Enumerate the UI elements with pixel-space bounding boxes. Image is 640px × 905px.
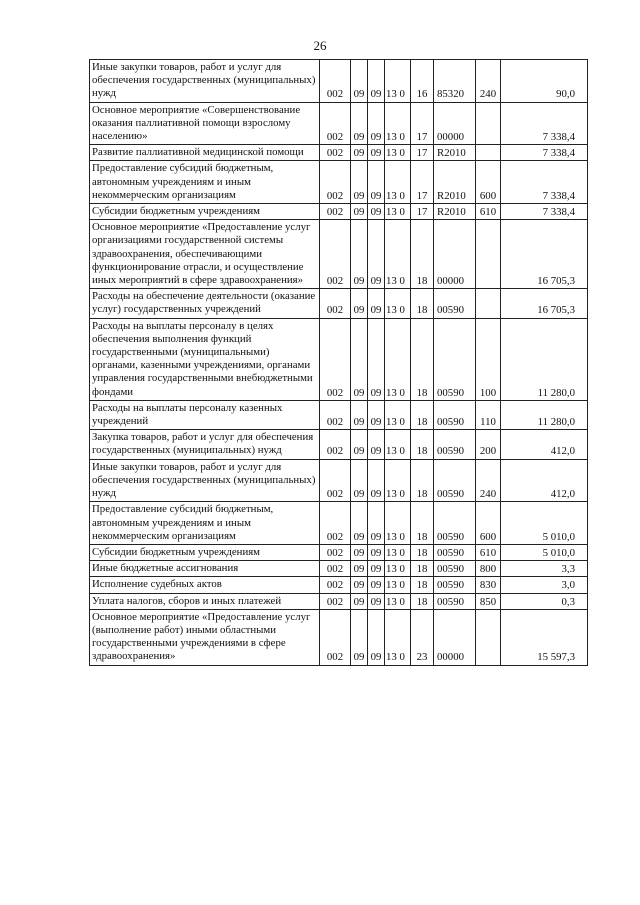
direction-code-cell: 00590 [434,430,476,459]
section-code-cell: 09 [351,204,368,220]
section-code-cell: 09 [351,459,368,502]
event-code-cell: 18 [411,577,434,593]
section-code-cell: 09 [351,502,368,545]
amount-cell: 5 010,0 [501,502,588,545]
amount-cell: 11 280,0 [501,400,588,429]
expense-type-cell: 240 [476,60,501,103]
section-code-cell: 09 [351,220,368,289]
event-code-cell: 18 [411,459,434,502]
event-code-cell: 18 [411,289,434,318]
expense-type-cell: 850 [476,593,501,609]
subsection-code-cell: 09 [368,544,385,560]
program-code-cell: 13 0 [385,430,411,459]
expense-type-cell: 200 [476,430,501,459]
subsection-code-cell: 09 [368,593,385,609]
amount-cell: 7 338,4 [501,102,588,145]
expense-type-cell: 600 [476,161,501,204]
section-code-cell: 09 [351,145,368,161]
subsection-code-cell: 09 [368,561,385,577]
program-code-cell: 13 0 [385,561,411,577]
section-code-cell: 09 [351,289,368,318]
direction-code-cell: R2010 [434,145,476,161]
expense-name-cell: Расходы на обеспечение деятельности (оказание услуг) государственных учреждений [90,289,320,318]
program-code-cell: 13 0 [385,145,411,161]
ministry-code-cell: 002 [320,102,351,145]
direction-code-cell: 00590 [434,561,476,577]
expense-type-cell [476,145,501,161]
section-code-cell: 09 [351,430,368,459]
amount-cell: 412,0 [501,430,588,459]
subsection-code-cell: 09 [368,609,385,665]
amount-cell: 16 705,3 [501,289,588,318]
ministry-code-cell: 002 [320,60,351,103]
ministry-code-cell: 002 [320,318,351,400]
program-code-cell: 13 0 [385,289,411,318]
ministry-code-cell: 002 [320,161,351,204]
expense-name-cell: Иные закупки товаров, работ и услуг для обеспечения государственных (муниципальных) нужд [90,459,320,502]
ministry-code-cell: 002 [320,430,351,459]
subsection-code-cell: 09 [368,145,385,161]
expense-name-cell: Развитие паллиативной медицинской помощи [90,145,320,161]
page-number: 26 [313,38,327,53]
direction-code-cell: 00590 [434,459,476,502]
table-row [90,161,588,204]
expense-type-cell: 800 [476,561,501,577]
subsection-code-cell: 09 [368,577,385,593]
expense-name-cell: Основное мероприятие «Предоставление услуг организациями государственной системы здравоохранения, обеспечивающими функционирование отрасли, и осуществление иных мероприятий в сфере здравоохранения» [90,220,320,289]
expense-name-cell: Закупка товаров, работ и услуг для обеспечения государственных (муниципальных) нужд [90,430,320,459]
event-code-cell: 18 [411,502,434,545]
section-code-cell: 09 [351,609,368,665]
expense-type-cell: 830 [476,577,501,593]
expense-name-cell: Основное мероприятие «Предоставление услуг (выполнение работ) иными областными государственными учреждениями в сфере здравоохранения» [90,609,320,665]
budget-table [89,59,588,666]
program-code-cell: 13 0 [385,577,411,593]
direction-code-cell: 00590 [434,577,476,593]
table-row [90,430,588,459]
table-row [90,593,588,609]
table-row [90,400,588,429]
subsection-code-cell: 09 [368,400,385,429]
amount-cell: 412,0 [501,459,588,502]
section-code-cell: 09 [351,102,368,145]
ministry-code-cell: 002 [320,577,351,593]
expense-name-cell: Расходы на выплаты персоналу в целях обеспечения выполнения функций государственными (муниципальными) органами, казенными учреждениями, органами управления государственными внебюджетными фондами [90,318,320,400]
program-code-cell: 13 0 [385,609,411,665]
subsection-code-cell: 09 [368,161,385,204]
subsection-code-cell: 09 [368,502,385,545]
section-code-cell: 09 [351,544,368,560]
expense-name-cell: Основное мероприятие «Совершенствование оказания паллиативной помощи взрослому населению» [90,102,320,145]
event-code-cell: 17 [411,145,434,161]
subsection-code-cell: 09 [368,220,385,289]
direction-code-cell: 00590 [434,502,476,545]
direction-code-cell: R2010 [434,161,476,204]
table-row [90,145,588,161]
section-code-cell: 09 [351,561,368,577]
ministry-code-cell: 002 [320,561,351,577]
amount-cell: 3,3 [501,561,588,577]
direction-code-cell: 00000 [434,609,476,665]
amount-cell: 16 705,3 [501,220,588,289]
amount-cell: 7 338,4 [501,161,588,204]
expense-name-cell: Предоставление субсидий бюджетным, автономным учреждениям и иным некоммерческим организациям [90,502,320,545]
amount-cell: 7 338,4 [501,204,588,220]
ministry-code-cell: 002 [320,593,351,609]
program-code-cell: 13 0 [385,60,411,103]
program-code-cell: 13 0 [385,593,411,609]
ministry-code-cell: 002 [320,204,351,220]
expense-type-cell: 600 [476,502,501,545]
amount-cell: 5 010,0 [501,544,588,560]
event-code-cell: 17 [411,102,434,145]
expense-type-cell: 100 [476,318,501,400]
expense-type-cell: 610 [476,204,501,220]
table-row [90,102,588,145]
table-row [90,204,588,220]
expense-name-cell: Субсидии бюджетным учреждениям [90,204,320,220]
expense-name-cell: Иные бюджетные ассигнования [90,561,320,577]
ministry-code-cell: 002 [320,609,351,665]
table-row [90,561,588,577]
subsection-code-cell: 09 [368,430,385,459]
expense-type-cell: 610 [476,544,501,560]
table-row [90,609,588,665]
event-code-cell: 16 [411,60,434,103]
section-code-cell: 09 [351,60,368,103]
amount-cell: 7 338,4 [501,145,588,161]
direction-code-cell: R2010 [434,204,476,220]
program-code-cell: 13 0 [385,204,411,220]
section-code-cell: 09 [351,577,368,593]
program-code-cell: 13 0 [385,502,411,545]
amount-cell: 0,3 [501,593,588,609]
subsection-code-cell: 09 [368,204,385,220]
event-code-cell: 18 [411,544,434,560]
program-code-cell: 13 0 [385,220,411,289]
event-code-cell: 18 [411,400,434,429]
expense-name-cell: Иные закупки товаров, работ и услуг для обеспечения государственных (муниципальных) нужд [90,60,320,103]
program-code-cell: 13 0 [385,400,411,429]
table-body [90,60,588,666]
amount-cell: 15 597,3 [501,609,588,665]
table-row [90,502,588,545]
event-code-cell: 18 [411,561,434,577]
table-row [90,318,588,400]
table-row [90,220,588,289]
ministry-code-cell: 002 [320,502,351,545]
event-code-cell: 18 [411,593,434,609]
program-code-cell: 13 0 [385,318,411,400]
direction-code-cell: 00590 [434,289,476,318]
expense-type-cell: 240 [476,459,501,502]
program-code-cell: 13 0 [385,544,411,560]
table-row [90,544,588,560]
expense-name-cell: Предоставление субсидий бюджетным, автономным учреждениям и иным некоммерческим организациям [90,161,320,204]
event-code-cell: 17 [411,161,434,204]
table-row [90,60,588,103]
direction-code-cell: 00590 [434,318,476,400]
amount-cell: 11 280,0 [501,318,588,400]
section-code-cell: 09 [351,318,368,400]
direction-code-cell: 00000 [434,220,476,289]
event-code-cell: 17 [411,204,434,220]
expense-name-cell: Уплата налогов, сборов и иных платежей [90,593,320,609]
section-code-cell: 09 [351,161,368,204]
event-code-cell: 18 [411,220,434,289]
expense-name-cell: Расходы на выплаты персоналу казенных учреждений [90,400,320,429]
ministry-code-cell: 002 [320,145,351,161]
ministry-code-cell: 002 [320,544,351,560]
subsection-code-cell: 09 [368,102,385,145]
direction-code-cell: 85320 [434,60,476,103]
expense-type-cell [476,102,501,145]
amount-cell: 90,0 [501,60,588,103]
table-row [90,577,588,593]
expense-type-cell: 110 [476,400,501,429]
event-code-cell: 18 [411,430,434,459]
subsection-code-cell: 09 [368,60,385,103]
expense-type-cell [476,220,501,289]
direction-code-cell: 00590 [434,544,476,560]
direction-code-cell: 00590 [434,593,476,609]
subsection-code-cell: 09 [368,318,385,400]
ministry-code-cell: 002 [320,220,351,289]
expense-name-cell: Исполнение судебных актов [90,577,320,593]
subsection-code-cell: 09 [368,459,385,502]
ministry-code-cell: 002 [320,459,351,502]
table-row [90,289,588,318]
table-row [90,459,588,502]
direction-code-cell: 00590 [434,400,476,429]
section-code-cell: 09 [351,593,368,609]
expense-type-cell [476,609,501,665]
direction-code-cell: 00000 [434,102,476,145]
section-code-cell: 09 [351,400,368,429]
program-code-cell: 13 0 [385,459,411,502]
event-code-cell: 18 [411,318,434,400]
program-code-cell: 13 0 [385,102,411,145]
expense-name-cell: Субсидии бюджетным учреждениям [90,544,320,560]
ministry-code-cell: 002 [320,289,351,318]
expense-type-cell [476,289,501,318]
program-code-cell: 13 0 [385,161,411,204]
subsection-code-cell: 09 [368,289,385,318]
event-code-cell: 23 [411,609,434,665]
ministry-code-cell: 002 [320,400,351,429]
amount-cell: 3,0 [501,577,588,593]
